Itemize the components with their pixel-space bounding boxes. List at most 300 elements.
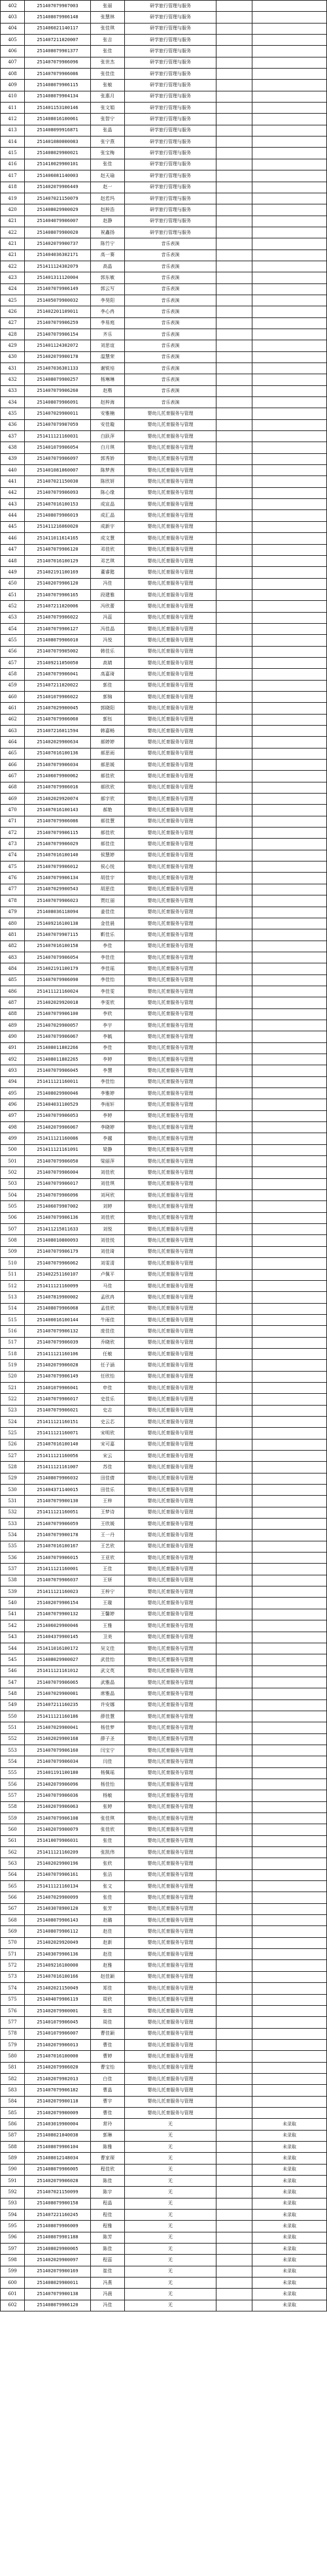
candidate-id-cell: 251407016100143 [25,805,91,816]
result-cell [216,1643,252,1654]
status-cell [252,1076,327,1087]
row-number-cell: 491 [1,1042,25,1054]
status-cell [252,828,327,839]
row-number-cell: 490 [1,1031,25,1042]
row-number-cell: 442 [1,487,25,498]
result-cell [216,1666,252,1677]
major-cell: 音乐表演 [125,351,216,362]
candidate-id-cell: 251404371140015 [25,1485,91,1496]
row-number-cell: 428 [1,329,25,340]
major-cell: 婴幼儿托育服务与管理 [125,1348,216,1359]
major-cell: 音乐表演 [125,283,216,295]
student-name-cell: 郝佳欣 [91,771,125,782]
row-number-cell: 444 [1,510,25,521]
candidate-id-cell: 251407079906149 [25,1371,91,1382]
major-cell: 婴幼儿托育服务与管理 [125,884,216,895]
student-name-cell: 赵璐 [91,1915,125,1926]
student-name-cell: 卫美 [91,1632,125,1643]
result-cell [216,227,252,238]
result-cell [216,1745,252,1756]
result-cell [216,828,252,839]
status-cell [252,1926,327,1937]
student-name-cell: 张洁 [91,1869,125,1880]
major-cell: 婴幼儿托育服务与管理 [125,771,216,782]
major-cell: 婴幼儿托育服务与管理 [125,1020,216,1031]
major-cell: 婴幼儿托育服务与管理 [125,1632,216,1643]
table-row [1,1008,327,1020]
result-cell [216,929,252,941]
row-number-cell: 566 [1,1892,25,1903]
row-number-cell: 418 [1,182,25,193]
student-name-cell: 杨敏 [91,1790,125,1801]
student-name-cell: 宋云 [91,1451,125,1462]
candidate-id-cell: 251411121160151 [25,1416,91,1427]
row-number-cell: 474 [1,850,25,861]
row-number-cell: 529 [1,1473,25,1484]
student-name-cell: 赵一 [91,182,125,193]
status-cell [252,1847,327,1858]
student-name-cell: 李婷 [91,1054,125,1065]
major-cell: 婴幼儿托育服务与管理 [125,1756,216,1767]
status-cell [252,1224,327,1235]
row-number-cell: 549 [1,1699,25,1711]
candidate-id-cell: 251407079900130 [25,1496,91,1507]
result-cell [216,2028,252,2039]
candidate-id-cell: 251407079906053 [25,1110,91,1121]
table-row [1,1620,327,1632]
row-number-cell: 542 [1,1620,25,1632]
row-number-cell: 510 [1,1258,25,1269]
candidate-id-cell: 251411215011633 [25,1224,91,1235]
candidate-id-cell: 251402191100169 [25,567,91,578]
student-name-cell: 李婷 [91,1110,125,1121]
major-cell: 婴幼儿托育服务与管理 [125,1541,216,1552]
table-row [1,714,327,725]
status-cell [252,487,327,498]
status-cell [252,1190,327,1201]
result-cell [216,1156,252,1167]
major-cell: 婴幼儿托育服务与管理 [125,1405,216,1416]
status-cell [252,453,327,464]
student-name-cell: 郑佳 [91,1983,125,1994]
result-cell [216,952,252,963]
row-number-cell: 547 [1,1677,25,1688]
student-name-cell: 侯慧婷 [91,850,125,861]
candidate-id-cell: 251407079906062 [25,1258,91,1269]
student-name-cell: 杨佳怡 [91,1779,125,1790]
row-number-cell: 421 [1,250,25,261]
student-name-cell: 李昊阳 [91,295,125,306]
result-cell [216,499,252,510]
status-cell [252,1564,327,1575]
row-number-cell: 468 [1,782,25,793]
candidate-id-cell: 251402021150049 [25,1983,91,1994]
row-number-cell: 500 [1,1144,25,1155]
candidate-id-cell: 251407079906132 [25,1326,91,1337]
table-row [1,861,327,873]
row-number-cell: 528 [1,1462,25,1473]
row-number-cell: 539 [1,1586,25,1598]
result-cell [216,216,252,227]
status-cell: 未录取 [252,2266,327,2277]
major-cell: 婴幼儿托育服务与管理 [125,567,216,578]
candidate-id-cell: 251408011802266 [25,1042,91,1054]
major-cell: 婴幼儿托育服务与管理 [125,1620,216,1632]
status-cell: 未录取 [252,2198,327,2209]
candidate-id-cell: 251407079907115 [25,929,91,941]
table-row [1,340,327,351]
row-number-cell: 550 [1,1711,25,1722]
result-cell [216,1847,252,1858]
table-row [1,703,327,714]
status-cell [252,567,327,578]
result-cell [216,1416,252,1427]
student-name-cell: 郝思媛 [91,760,125,771]
student-name-cell: 贾红丽 [91,895,125,907]
table-row [1,2210,327,2221]
candidate-id-cell: 251402079906154 [25,1598,91,1609]
candidate-id-cell: 251408079906010 [25,635,91,646]
table-row [1,1178,327,1189]
result-cell [216,601,252,612]
status-cell: 未录取 [252,2221,327,2232]
major-cell: 研学旅行管理与服务 [125,1,216,12]
row-number-cell: 535 [1,1541,25,1552]
row-number-cell: 548 [1,1688,25,1699]
major-cell: 婴幼儿托育服务与管理 [125,1609,216,1620]
candidate-id-cell: 251407079906161 [25,1869,91,1880]
result-cell [216,1473,252,1484]
row-number-cell: 556 [1,1779,25,1790]
result-cell [216,2187,252,2198]
status-cell [252,204,327,216]
student-name-cell: 王梦诗 [91,1507,125,1518]
major-cell: 婴幼儿托育服务与管理 [125,1224,216,1235]
table-row [1,2244,327,2255]
status-cell [252,2107,327,2118]
student-name-cell: 高婧 [91,657,125,668]
table-row [1,1790,327,1801]
status-cell [252,306,327,317]
table-row [1,1813,327,1824]
table-row [1,1496,327,1507]
row-number-cell: 597 [1,2244,25,2255]
candidate-id-cell: 251401191100180 [25,1767,91,1779]
student-name-cell: 卢佩平 [91,1269,125,1280]
table-row [1,329,327,340]
student-name-cell: 苏佳 [91,1462,125,1473]
major-cell: 研学旅行管理与服务 [125,69,216,80]
candidate-id-cell: 251402079906013 [25,2039,91,2050]
status-cell [252,1416,327,1427]
student-name-cell: 赵佳颖 [91,1971,125,1982]
student-name-cell: 张欣 [91,1858,125,1869]
status-cell [252,1054,327,1065]
candidate-id-cell: 251407079906021 [25,1405,91,1416]
student-name-cell: 马佳 [91,1280,125,1291]
table-row [1,2266,327,2277]
table-row [1,1371,327,1382]
result-cell [216,182,252,193]
table-row [1,2028,327,2039]
table-row [1,2289,327,2300]
table-row [1,895,327,907]
result-cell [216,737,252,748]
student-name-cell: 陈芳 [91,2232,125,2243]
candidate-id-cell: 251407079906039 [25,1337,91,1348]
row-number-cell: 487 [1,997,25,1008]
student-name-cell: 陈佳 [91,2244,125,2255]
candidate-id-cell: 251404079906119 [25,1994,91,2005]
student-name-cell: 牛雨佳 [91,1314,125,1325]
student-name-cell: 王佳 [91,1564,125,1575]
major-cell: 婴幼儿托育服务与管理 [125,986,216,997]
student-name-cell: 李佳佳 [91,952,125,963]
candidate-id-cell: 251407211020007 [25,35,91,46]
status-cell [252,895,327,907]
table-row [1,2073,327,2084]
status-cell [252,317,327,329]
student-name-cell: 曹晶 [91,2085,125,2096]
candidate-id-cell: 251407079906037 [25,1575,91,1586]
status-cell [252,1,327,12]
student-name-cell: 梁丽萍 [91,1156,125,1167]
table-row [1,533,327,544]
candidate-id-cell: 251402079906067 [25,1122,91,1133]
student-name-cell: 高晶 [91,261,125,272]
student-name-cell: 白月琪 [91,442,125,453]
result-cell [216,2017,252,2028]
table-row [1,737,327,748]
status-cell [252,1937,327,1948]
major-cell: 研学旅行管理与服务 [125,125,216,136]
candidate-id-cell: 251407221160245 [25,2210,91,2221]
table-row [1,1326,327,1337]
result-cell [216,941,252,952]
result-cell [216,1790,252,1801]
row-number-cell: 462 [1,714,25,725]
student-name-cell: 张惠月 [91,91,125,102]
result-cell [216,1326,252,1337]
status-cell [252,1507,327,1518]
candidate-id-cell: 251401079906041 [25,1382,91,1393]
result-cell [216,283,252,295]
row-number-cell: 595 [1,2221,25,2232]
row-number-cell: 459 [1,680,25,691]
table-row [1,1937,327,1948]
table-row [1,1756,327,1767]
student-name-cell: 武雅晶 [91,1677,125,1688]
table-row [1,1246,327,1257]
candidate-id-cell: 251402029900168 [25,1733,91,1745]
result-cell [216,2130,252,2141]
row-number-cell: 461 [1,703,25,714]
row-number-cell: 511 [1,1269,25,1280]
table-row [1,1881,327,1892]
candidate-id-cell: 251411121160001 [25,1564,91,1575]
student-name-cell: 王梓宁 [91,1586,125,1598]
roster-body [1,1,327,2311]
major-cell: 婴幼儿托育服务与管理 [125,1496,216,1507]
table-row [1,748,327,759]
result-cell [216,544,252,555]
result-cell [216,1451,252,1462]
status-cell [252,726,327,737]
row-number-cell: 476 [1,873,25,884]
status-cell [252,1519,327,1530]
student-name-cell: 李易庭 [91,317,125,329]
student-name-cell: 任子涵 [91,1360,125,1371]
major-cell: 研学旅行管理与服务 [125,23,216,34]
table-row [1,57,327,68]
major-cell: 婴幼儿托育服务与管理 [125,1575,216,1586]
candidate-id-cell: 251407079907003 [25,1,91,12]
status-cell [252,91,327,102]
major-cell: 研学旅行管理与服务 [125,114,216,125]
student-name-cell: 赵天瑜 [91,170,125,182]
row-number-cell: 514 [1,1303,25,1314]
row-number-cell: 565 [1,1881,25,1892]
major-cell: 婴幼儿托育服务与管理 [125,1258,216,1269]
major-cell: 无 [125,2141,216,2152]
row-number-cell: 499 [1,1133,25,1144]
table-row [1,828,327,839]
major-cell: 婴幼儿托育服务与管理 [125,1235,216,1246]
row-number-cell: 443 [1,499,25,510]
candidate-id-cell: 251407021150099 [25,2187,91,2198]
status-cell [252,69,327,80]
result-cell [216,35,252,46]
row-number-cell: 405 [1,35,25,46]
major-cell: 无 [125,2176,216,2187]
status-cell [252,669,327,680]
candidate-id-cell: 251411121160051 [25,1507,91,1518]
candidate-id-cell: 251411121160056 [25,1451,91,1462]
student-name-cell: 郝宇欣 [91,794,125,805]
result-cell [216,974,252,986]
candidate-id-cell: 251406079907002 [25,1201,91,1212]
candidate-id-cell: 251400016100144 [25,1314,91,1325]
table-row [1,794,327,805]
major-cell: 婴幼儿托育服务与管理 [125,1076,216,1087]
candidate-id-cell: 251402079902013 [25,2073,91,2084]
major-cell: 婴幼儿托育服务与管理 [125,1144,216,1155]
row-number-cell: 477 [1,884,25,895]
result-cell [216,1609,252,1620]
result-cell [216,238,252,250]
table-row [1,170,327,182]
status-cell [252,35,327,46]
candidate-id-cell: 251402029920018 [25,997,91,1008]
student-name-cell: 成文慧 [91,533,125,544]
result-cell [216,1235,252,1246]
row-number-cell: 553 [1,1745,25,1756]
row-number-cell: 435 [1,408,25,419]
table-row [1,2062,327,2073]
table-row [1,974,327,986]
status-cell [252,1451,327,1462]
status-cell: 未录取 [252,2289,327,2300]
table-row [1,1031,327,1042]
table-row [1,1269,327,1280]
status-cell [252,1620,327,1632]
table-row [1,431,327,442]
student-name-cell: 曹佳颖 [91,2028,125,2039]
row-number-cell: 466 [1,760,25,771]
row-number-cell: 484 [1,963,25,974]
table-row [1,805,327,816]
candidate-id-cell: 251411121160024 [25,986,91,997]
candidate-id-cell: 251407029900011 [25,408,91,419]
result-cell [216,1756,252,1767]
candidate-id-cell: 251407029900543 [25,884,91,895]
candidate-id-cell: 251407036301133 [25,363,91,374]
major-cell: 婴幼儿托育服务与管理 [125,2096,216,2107]
student-name-cell: 李心冉 [91,306,125,317]
candidate-id-cell: 251407079906034 [25,760,91,771]
student-name-cell: 赵佳 [91,1926,125,1937]
major-cell: 研学旅行管理与服务 [125,182,216,193]
result-cell [216,329,252,340]
status-cell [252,873,327,884]
major-cell: 无 [125,2164,216,2175]
major-cell: 婴幼儿托育服务与管理 [125,1722,216,1733]
candidate-id-cell: 251407079906023 [25,895,91,907]
result-cell [216,1915,252,1926]
student-name-cell: 武佳怡 [91,1654,125,1666]
status-cell [252,1598,327,1609]
candidate-id-cell: 251409216100138 [25,918,91,929]
status-cell [252,918,327,929]
row-number-cell: 460 [1,691,25,702]
major-cell: 婴幼儿托育服务与管理 [125,794,216,805]
table-row [1,1598,327,1609]
student-name-cell: 武文英 [91,1666,125,1677]
major-cell: 婴幼儿托育服务与管理 [125,1926,216,1937]
major-cell: 婴幼儿托育服务与管理 [125,1008,216,1020]
major-cell: 音乐表演 [125,340,216,351]
result-cell [216,1371,252,1382]
table-row [1,465,327,476]
table-row [1,2153,327,2164]
student-name-cell: 乔晓欣 [91,1337,125,1348]
student-name-cell: 田佳乐 [91,1485,125,1496]
student-name-cell: 王艺欣 [91,1541,125,1552]
major-cell: 婴幼儿托育服务与管理 [125,1971,216,1982]
table-row [1,816,327,827]
result-cell [216,521,252,532]
major-cell: 婴幼儿托育服务与管理 [125,850,216,861]
row-number-cell: 482 [1,941,25,952]
major-cell: 婴幼儿托育服务与管理 [125,408,216,419]
table-row [1,1892,327,1903]
candidate-id-cell: 251411121160106 [25,1348,91,1359]
row-number-cell: 469 [1,794,25,805]
table-row [1,2017,327,2028]
row-number-cell: 427 [1,317,25,329]
result-cell [216,2232,252,2243]
row-number-cell: 451 [1,589,25,600]
student-name-cell: 李晓婷 [91,1122,125,1133]
status-cell [252,760,327,771]
major-cell: 研学旅行管理与服务 [125,204,216,216]
candidate-id-cell: 251407079906022 [25,612,91,623]
row-number-cell: 495 [1,1088,25,1099]
result-cell [216,1065,252,1076]
major-cell: 婴幼儿托育服务与管理 [125,1099,216,1110]
major-cell: 无 [125,2187,216,2198]
table-row [1,1337,327,1348]
